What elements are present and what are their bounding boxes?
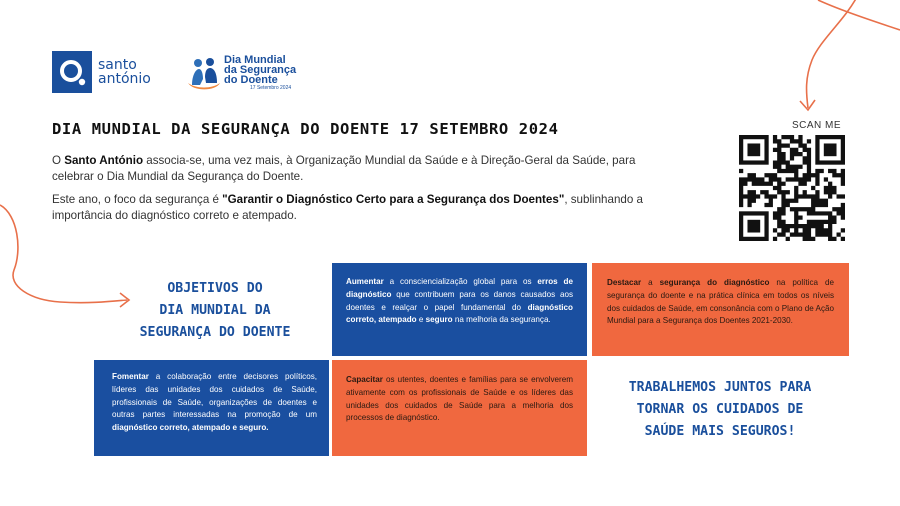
intro-paragraph-1 bbox=[52, 153, 668, 185]
aumentar-bold-3: seguro bbox=[425, 315, 453, 325]
qr-finder-center-0 bbox=[747, 143, 760, 156]
destacar-verb: Destacar bbox=[607, 278, 642, 287]
objectives-line-2: DIA MUNDIAL DA bbox=[159, 303, 271, 318]
p2-pre: Este ano, o foco da segurança é bbox=[52, 193, 223, 206]
page-title: DIA MUNDIAL DA SEGURANÇA DO DOENTE 17 SETEMBRO 2024 bbox=[52, 120, 559, 138]
qr-arrow-line bbox=[807, 0, 858, 108]
aumentar-text-1: a consciencialização global para os bbox=[383, 277, 538, 286]
objective-capacitar-box bbox=[332, 360, 587, 456]
fomentar-verb: Fomentar bbox=[112, 372, 149, 381]
intro-paragraph-2 bbox=[52, 192, 668, 224]
dm-date: 17 Setembro 2024 bbox=[250, 85, 292, 91]
fomentar-bold-1: diagnóstico correto, atempado e seguro. bbox=[112, 423, 269, 433]
objectives-line-3: SEGURANÇA DO DOENTE bbox=[139, 325, 291, 340]
dia-mundial-logo bbox=[186, 55, 296, 93]
destacar-text-2: na política de segurança do doente e na prática clínica em todos os níveis dos cuidados de Saúde, em consonância com o Plano de Ação Mundial para a Segurança dos Doentes 2021-2030. bbox=[607, 278, 835, 326]
logo-line-1: santo bbox=[98, 57, 137, 73]
aumentar-verb: Aumentar bbox=[346, 277, 384, 286]
top-right-curve bbox=[818, 0, 900, 30]
people-hands-icon bbox=[186, 55, 222, 93]
capacitar-verb: Capacitar bbox=[346, 375, 383, 384]
p1-pre: O bbox=[52, 154, 65, 167]
dm-line-2: da Segurança bbox=[224, 64, 297, 76]
slogan-line-3: SAÚDE MAIS SEGUROS! bbox=[644, 424, 796, 439]
dia-mundial-wordmark bbox=[224, 55, 296, 92]
santo-antonio-logo bbox=[52, 51, 151, 93]
aumentar-text-3: e bbox=[416, 315, 426, 325]
p2-post: , sublinhando a importância do diagnóstico correto e atempado. bbox=[52, 193, 643, 222]
capacitar-text-1: os utentes, doentes e famílias para se envolverem ativamente com os profissionais de Saúde e os líderes das unidades dos cuidados de Saúde para a melhoria dos processos de diagnóstico. bbox=[346, 375, 573, 423]
p1-bold: Santo António bbox=[64, 154, 144, 167]
fomentar-text-1: a colaboração entre decisores políticos, líderes das unidades dos cuidados de Saúde, profissionais de Saúde, organizações de doentes e outras partes interessadas na promoção de um bbox=[112, 372, 317, 420]
aumentar-text-2: que contribuem para os danos causados aos doentes e realçar o papel fundamental do bbox=[346, 289, 573, 312]
santo-antonio-mark-icon bbox=[52, 51, 92, 93]
santo-antonio-wordmark bbox=[98, 58, 151, 86]
aumentar-text-4: na melhoria da segurança. bbox=[452, 315, 551, 325]
destacar-bold-1: segurança do diagnóstico bbox=[659, 278, 770, 287]
objective-destacar-box bbox=[592, 263, 849, 356]
qr-finder-center-2 bbox=[747, 220, 760, 233]
qr-finder-center-1 bbox=[824, 143, 837, 156]
aumentar-bold-2: diagnóstico correto, atempado bbox=[346, 302, 573, 325]
slogan-line-2: TORNAR OS CUIDADOS DE bbox=[636, 402, 804, 417]
logo-line-2: antónio bbox=[98, 71, 151, 87]
qr-code-icon[interactable] bbox=[739, 135, 845, 241]
p2-bold: "Garantir o Diagnóstico Certo para a Segurança dos Doentes" bbox=[222, 193, 565, 206]
objectives-title bbox=[115, 278, 315, 344]
p1-post: associa-se, uma vez mais, à Organização Mundial da Saúde e à Direção-Geral da Saúde, para celebrar o Dia Mundial da Segurança do Doente. bbox=[52, 154, 636, 183]
together-slogan bbox=[605, 377, 835, 443]
dm-line-3: do Doente bbox=[224, 74, 278, 86]
objective-fomentar-box bbox=[94, 360, 329, 456]
objectives-line-1: OBJETIVOS DO bbox=[167, 281, 263, 296]
scan-me-label: SCAN ME bbox=[792, 120, 842, 131]
dm-line-1: Dia Mundial bbox=[224, 54, 286, 66]
destacar-text-1: a bbox=[641, 278, 660, 287]
objective-aumentar-box bbox=[332, 263, 587, 356]
aumentar-bold-1: erros de diagnóstico bbox=[346, 277, 573, 299]
slogan-line-1: TRABALHEMOS JUNTOS PARA bbox=[628, 380, 812, 395]
